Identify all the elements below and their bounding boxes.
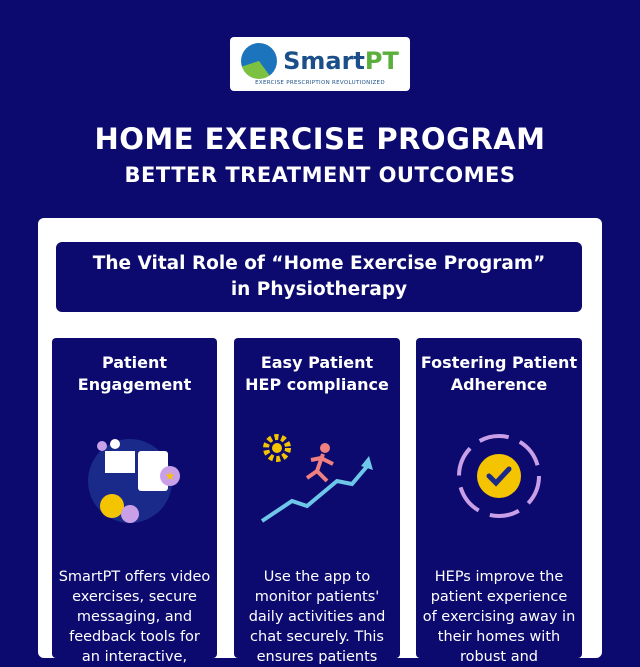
content-panel (38, 218, 602, 665)
logo-name: SmartPT (283, 46, 399, 75)
smartpt-logo (230, 37, 410, 91)
card-text: Use the app to monitor patients' daily activities and chat securely. This ensures patients (248, 569, 386, 665)
card-title: Patient Engagement (77, 353, 192, 394)
logo-tagline: EXERCISE PRESCRIPTION REVOLUTIONIZED (255, 79, 385, 86)
page-subtitle: BETTER TREATMENT OUTCOMES (124, 163, 516, 187)
logo-mark-icon (241, 43, 277, 79)
section-title: The Vital Role of “Home Exercise Program” in Physiotherapy (56, 242, 582, 312)
cycle-check-icon (416, 418, 582, 533)
card-title: Easy Patient HEP compliance (245, 353, 389, 394)
card-patient-engagement (52, 338, 217, 665)
card-hep-compliance (234, 338, 400, 665)
progress-runner-icon (234, 418, 400, 533)
card-patient-adherence (416, 338, 582, 665)
card-text: HEPs improve the patient experience of exercising away in their homes with robust and (422, 569, 576, 665)
card-title: Fostering Patient Adherence (420, 353, 578, 394)
engagement-icon (52, 418, 217, 533)
svg-text:★: ★ (164, 468, 175, 483)
card-text: SmartPT offers video exercises, secure messaging, and feedback tools for an interactive, (58, 569, 211, 665)
page-title: HOME EXERCISE PROGRAM (94, 122, 546, 156)
